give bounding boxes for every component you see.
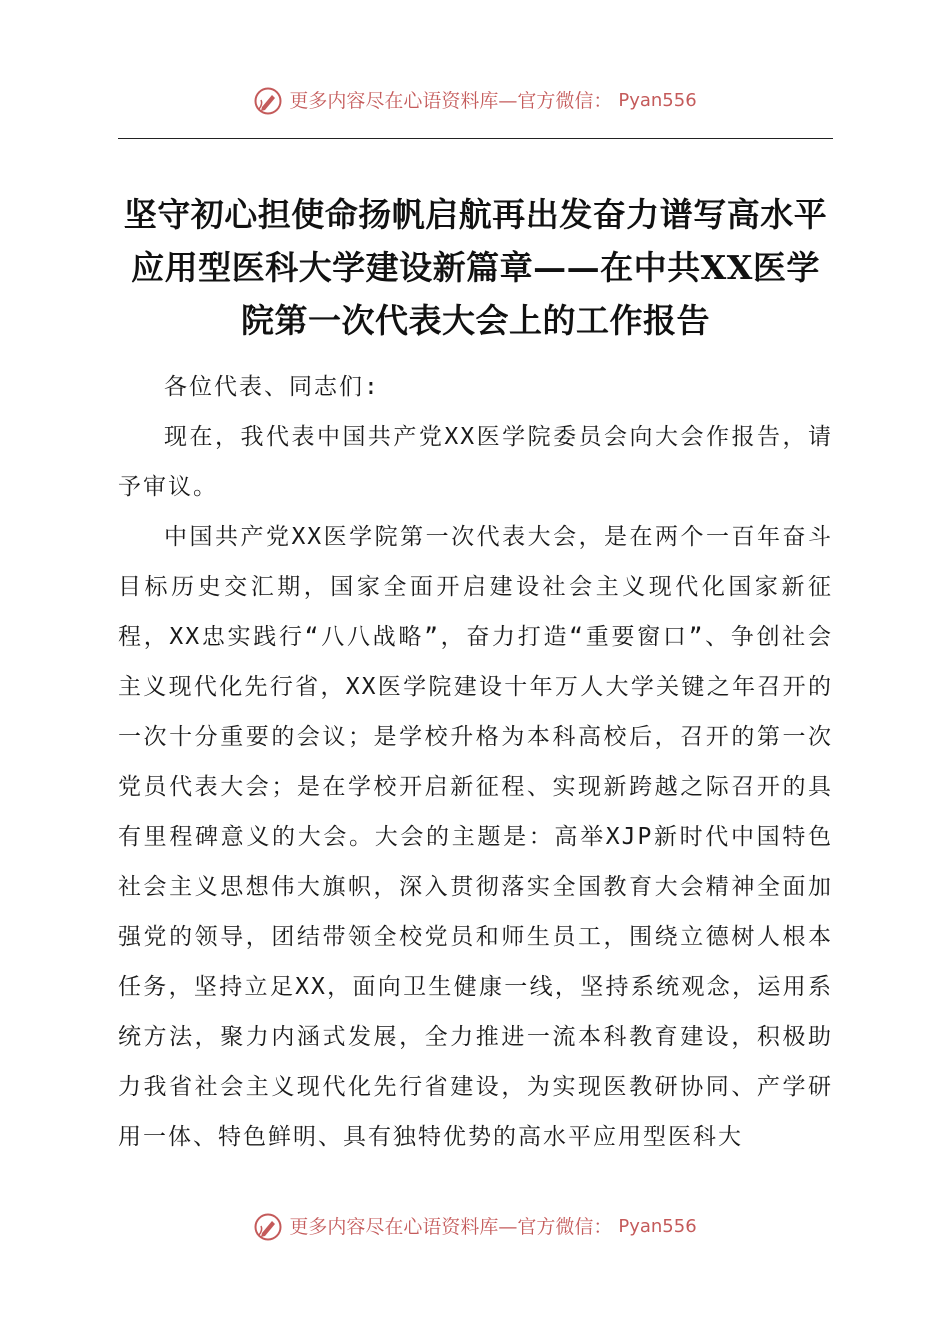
header-divider: [118, 138, 833, 139]
header-banner: [0, 86, 950, 116]
paragraph-main: 中国共产党XX医学院第一次代表大会，是在两个一百年奋斗目标历史交汇期，国家全面开启建设社会主义现代化国家新征程，XX忠实践行“八八战略”，奋力打造“重要窗口”、争创社会主义现代化先行省，XX医学院建设十年万人大学关键之年召开的一次十分重要的会议；是学校升格为本科高校后，召开的第一次党员代表大会；是在学校开启新征程、实现新跨越之际召开的具有里程碑意义的大会。大会的主题是：高举XJP新时代中国特色社会主义思想伟大旗帜，深入贯彻落实全国教育大会精神全面加强党的领导，团结带领全校党员和师生员工，围绕立德树人根本任务，坚持立足XX，面向卫生健康一线，坚持系统观念，运用系统方法，聚力内涵式发展，全力推进一流本科教育建设，积极助力我省社会主义现代化先行省建设，为实现医教研协同、产学研用一体、特色鲜明、具有独特优势的高水平应用型医科大: [118, 524, 833, 1150]
pen-logo-icon: [253, 86, 283, 116]
paragraph-opening: 现在，我代表中国共产党XX医学院委员会向大会作报告，请予审议。: [118, 424, 833, 500]
document-body: [118, 362, 833, 1162]
document-title: 坚守初心担使命扬帆启航再出发奋力谱写高水平应用型医科大学建设新篇章——在中共XX医学院第一次代表大会上的工作报告: [123, 195, 828, 340]
header-banner-text: 更多内容尽在心语资料库—官方微信：: [289, 90, 613, 112]
footer-banner: [0, 1212, 950, 1242]
paragraph-salutation: 各位代表、同志们:: [164, 374, 380, 400]
pen-logo-icon: [253, 1212, 283, 1242]
footer-banner-text: 更多内容尽在心语资料库—官方微信：: [289, 1216, 613, 1238]
header-banner-id: Pyan556: [618, 90, 697, 111]
footer-banner-id: Pyan556: [618, 1216, 697, 1237]
